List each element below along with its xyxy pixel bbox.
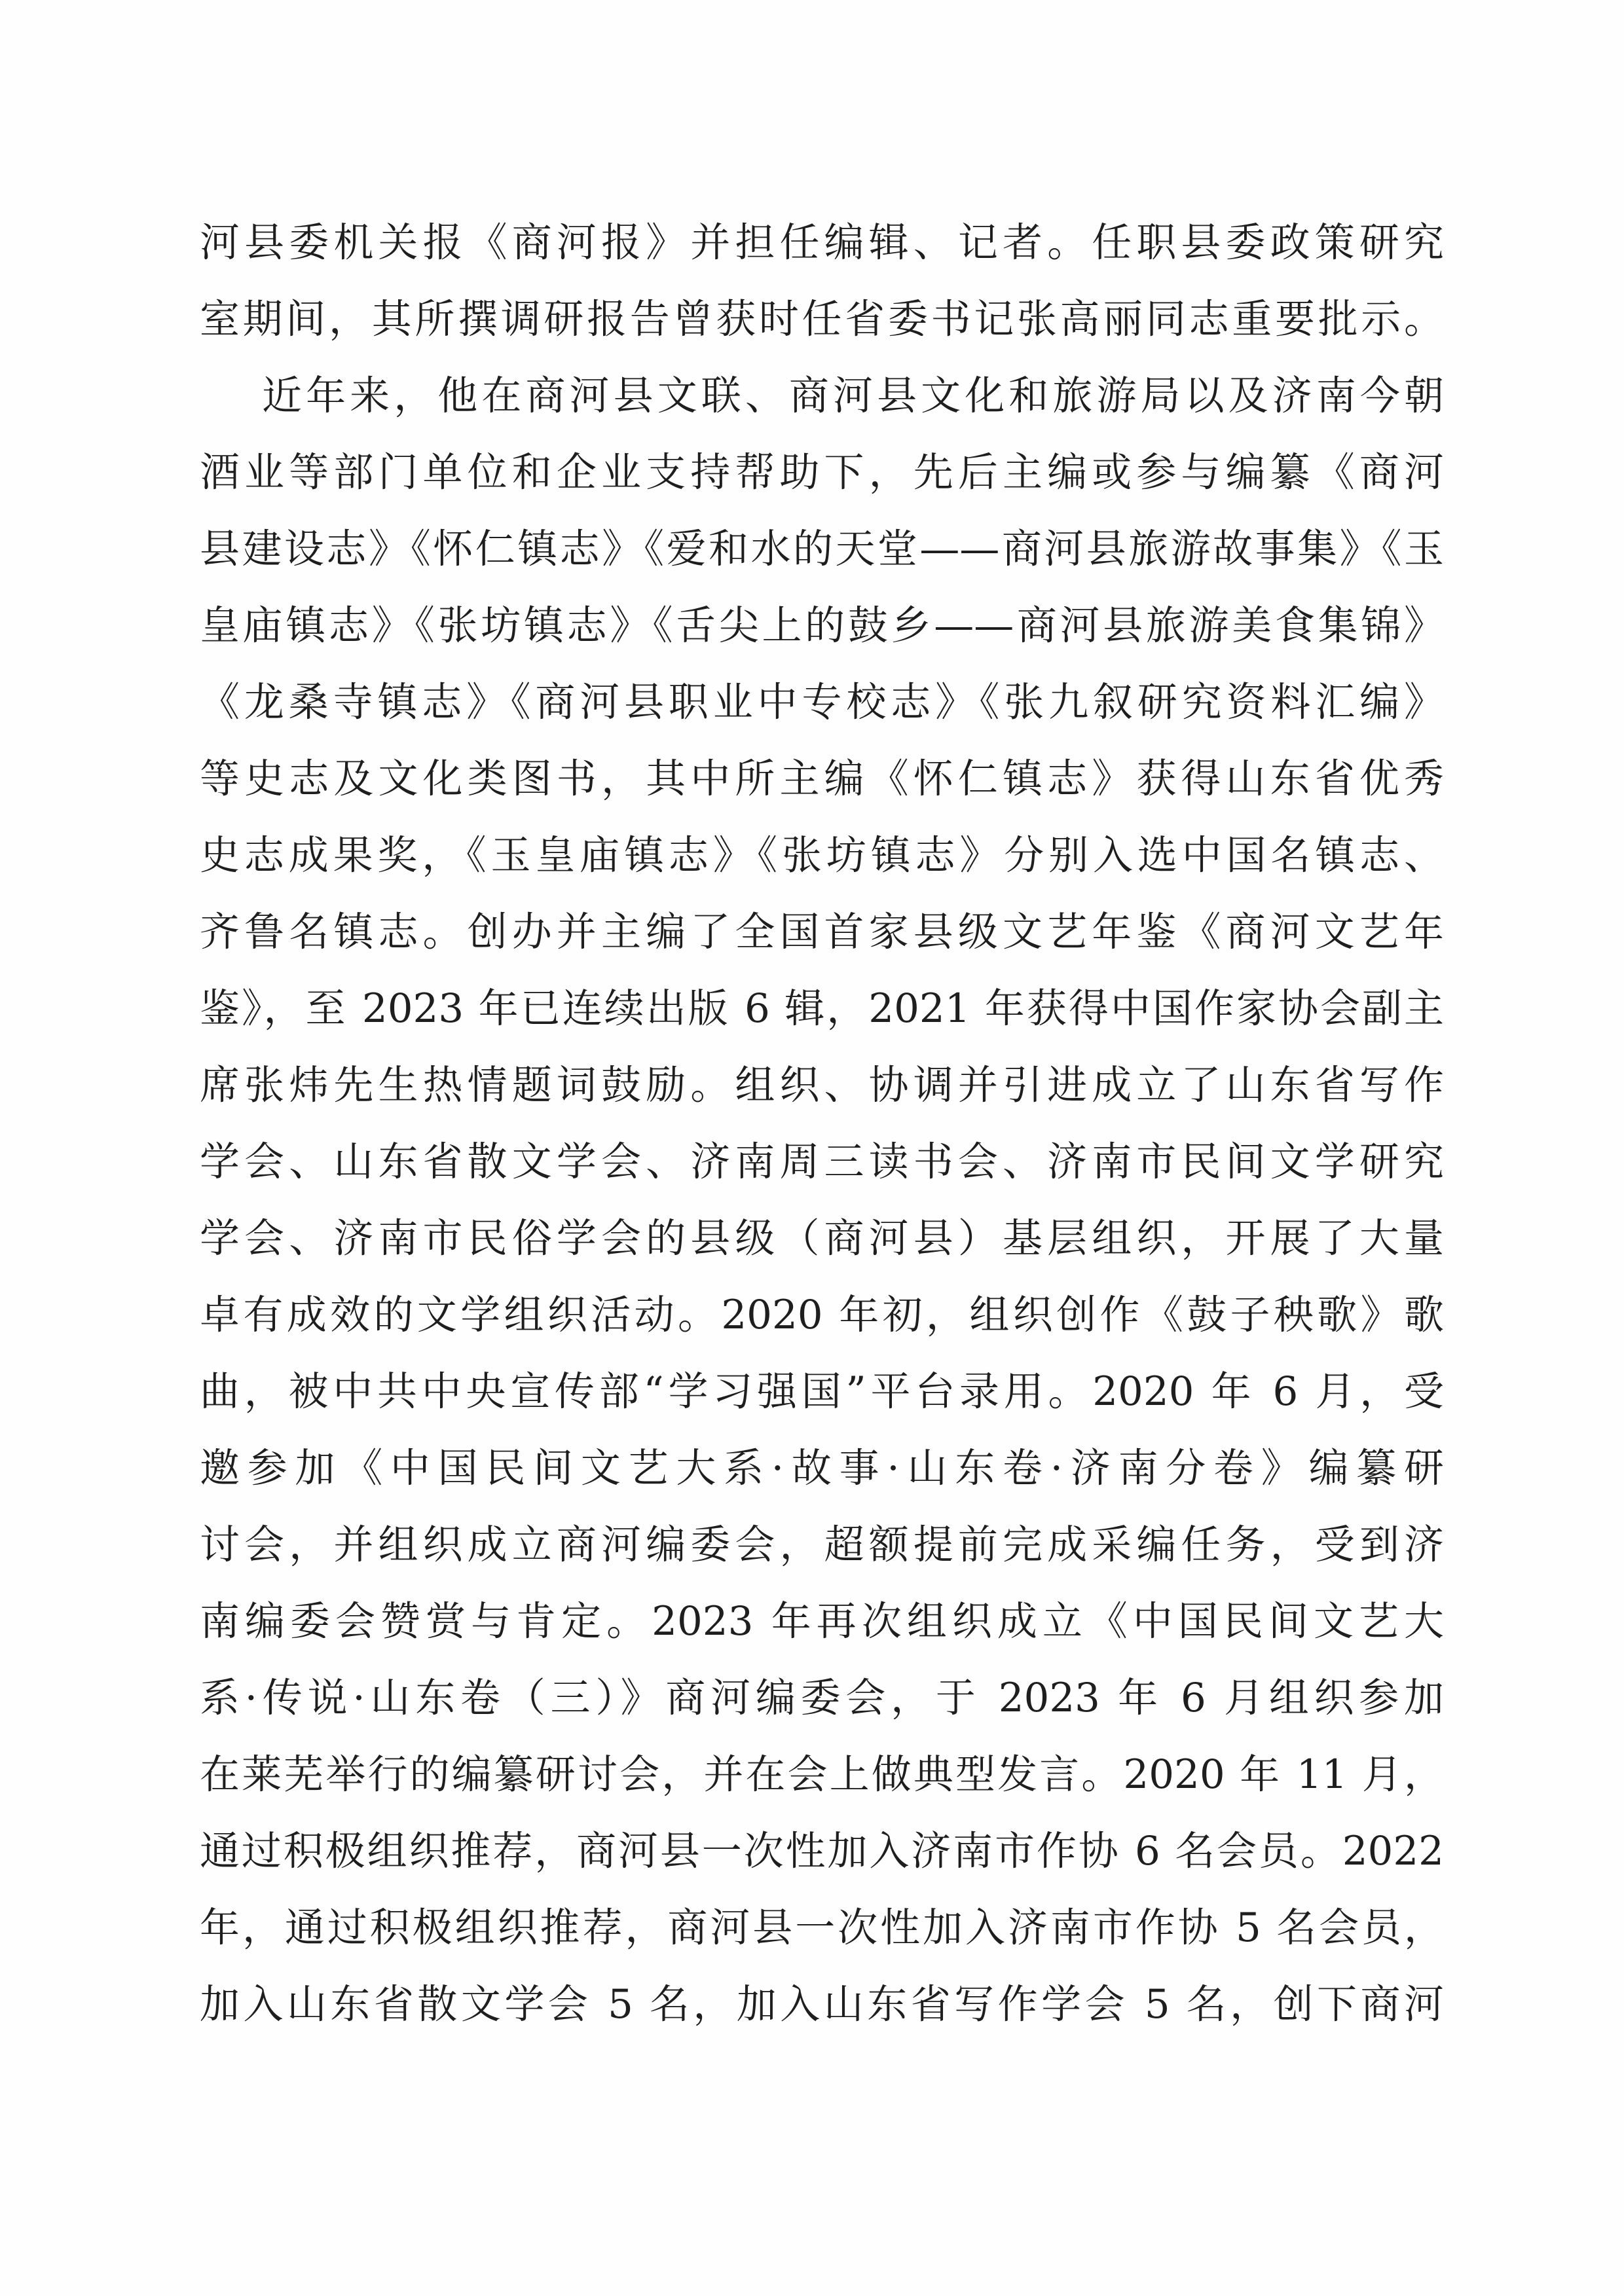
text-line: 卓有成效的文学组织活动。2020 年初，组织创作《鼓子秧歌》歌	[200, 1292, 1444, 1338]
text-line: 鉴》，至 2023 年已连续出版 6 辑，2021 年获得中国作家协会副主	[200, 985, 1444, 1032]
text-line: 河县委机关报《商河报》并担任编辑、记者。任职县委政策研究	[200, 219, 1444, 266]
paragraph-first-line: 近年来，他在商河县文联、商河县文化和旅游局以及济南今朝	[262, 373, 1444, 419]
text-line: 在莱芜举行的编纂研讨会，并在会上做典型发言。2020 年 11 月，	[200, 1751, 1444, 1798]
text-line: 通过积极组织推荐，商河县一次性加入济南市作协 6 名会员。2022	[200, 1828, 1444, 1874]
text-line: 讨会，并组织成立商河编委会，超额提前完成采编任务，受到济	[200, 1522, 1444, 1568]
text-line: 齐鲁名镇志。创办并主编了全国首家县级文艺年鉴《商河文艺年	[200, 909, 1444, 955]
text-line: 室期间，其所撰调研报告曾获时任省委书记张高丽同志重要批示。	[200, 296, 1444, 342]
text-line: 县建设志》《怀仁镇志》《爱和水的天堂——商河县旅游故事集》《玉	[200, 526, 1444, 572]
text-line: 学会、山东省散文学会、济南周三读书会、济南市民间文学研究	[200, 1139, 1444, 1185]
text-line: 学会、济南市民俗学会的县级（商河县）基层组织，开展了大量	[200, 1215, 1444, 1262]
text-line: 加入山东省散文学会 5 名，加入山东省写作学会 5 名，创下商河	[200, 1981, 1444, 2028]
text-line: 史志成果奖，《玉皇庙镇志》《张坊镇志》分别入选中国名镇志、	[200, 832, 1444, 879]
text-line: 曲，被中共中央宣传部“学习强国”平台录用。2020 年 6 月，受	[200, 1368, 1444, 1415]
text-line: 《龙桑寺镇志》《商河县职业中专校志》《张九叙研究资料汇编》	[200, 679, 1444, 725]
text-line: 邀参加《中国民间文艺大系·故事·山东卷·济南分卷》编纂研	[200, 1445, 1444, 1491]
body-text	[200, 204, 1444, 2043]
text-line: 酒业等部门单位和企业支持帮助下，先后主编或参与编纂《商河	[200, 449, 1444, 496]
text-line: 皇庙镇志》《张坊镇志》《舌尖上的鼓乡——商河县旅游美食集锦》	[200, 602, 1444, 649]
text-line: 席张炜先生热情题词鼓励。组织、协调并引进成立了山东省写作	[200, 1062, 1444, 1108]
text-line: 年，通过积极组织推荐，商河县一次性加入济南市作协 5 名会员，	[200, 1904, 1444, 1951]
text-line: 等史志及文化类图书，其中所主编《怀仁镇志》获得山东省优秀	[200, 756, 1444, 802]
text-line: 南编委会赞赏与肯定。2023 年再次组织成立《中国民间文艺大	[200, 1598, 1444, 1645]
text-line: 系·传说·山东卷（三）》商河编委会，于 2023 年 6 月组织参加	[200, 1675, 1444, 1721]
